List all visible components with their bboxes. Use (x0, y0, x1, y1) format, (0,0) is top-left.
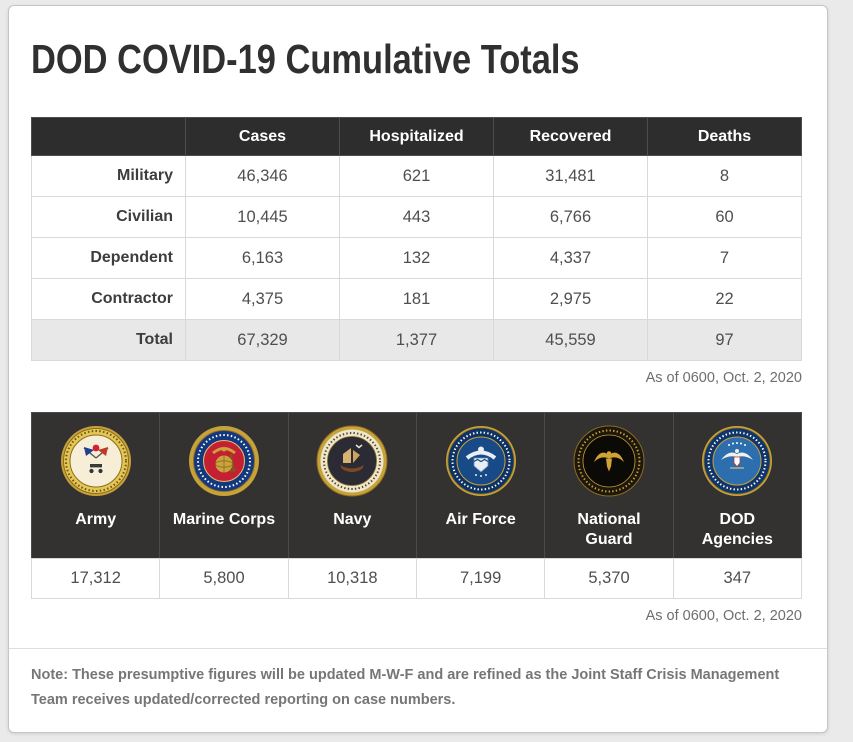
branch-label: DOD Agencies (701, 511, 773, 548)
table-cell: 67,329 (186, 320, 340, 361)
branch-label: Navy (333, 511, 372, 528)
table-row-military (32, 156, 802, 197)
air-force-seal-icon (445, 425, 517, 497)
table-row-dependent (32, 238, 802, 279)
branch-value-dod-agencies: 347 (673, 559, 801, 599)
branch-label: Air Force (445, 511, 516, 528)
table-cell: 621 (340, 156, 494, 197)
table-cell: 4,375 (186, 279, 340, 320)
table-cell: 46,346 (186, 156, 340, 197)
table-cell: 1,377 (340, 320, 494, 361)
branch-label: National Guard (577, 511, 641, 548)
branch-value-navy: 10,318 (288, 559, 416, 599)
table-row-total (32, 320, 802, 361)
summary-as-of-label: As of 0600, Oct. 2, 2020 (645, 370, 802, 386)
row-label: Contractor (32, 279, 186, 320)
table-cell: 45,559 (494, 320, 648, 361)
table-cell: 60 (648, 197, 802, 238)
row-label: Total (32, 320, 186, 361)
branch-header-national-guard (545, 413, 673, 559)
table-cell: 31,481 (494, 156, 648, 197)
table-cell: 6,766 (494, 197, 648, 238)
branch-header-dod-agencies (673, 413, 801, 559)
table-cell: 443 (340, 197, 494, 238)
branch-value-marine-corps: 5,800 (160, 559, 288, 599)
table-cell: 10,445 (186, 197, 340, 238)
summary-header-deaths: Deaths (648, 118, 802, 156)
branch-label: Army (75, 511, 117, 528)
branch-value-air-force: 7,199 (416, 559, 544, 599)
table-row-contractor (32, 279, 802, 320)
table-row-civilian (32, 197, 802, 238)
marine-corps-seal-icon (188, 425, 260, 497)
army-seal-icon (60, 425, 132, 497)
branch-as-of-label: As of 0600, Oct. 2, 2020 (645, 608, 802, 624)
table-cell: 181 (340, 279, 494, 320)
content-card (8, 5, 828, 733)
branch-label: Marine Corps (172, 511, 276, 528)
table-cell: 7 (648, 238, 802, 279)
summary-table (31, 117, 802, 361)
note-text: Note: These presumptive figures will be updated M-W-F and are refined as the Joint Staff Crisis Management Team receives updated/corrected reporting on case numbers. (31, 667, 780, 708)
national-guard-seal-icon (573, 425, 645, 497)
branch-header-row (32, 413, 802, 559)
summary-header-row (32, 118, 802, 156)
row-label: Civilian (32, 197, 186, 238)
navy-seal-icon (316, 425, 388, 497)
summary-header-hospitalized: Hospitalized (340, 118, 494, 156)
row-label: Dependent (32, 238, 186, 279)
branch-header-army (32, 413, 160, 559)
summary-header-empty-cell (32, 118, 186, 156)
table-cell: 132 (340, 238, 494, 279)
divider (9, 648, 827, 649)
table-cell: 8 (648, 156, 802, 197)
table-cell: 6,163 (186, 238, 340, 279)
dod-agencies-seal-icon (701, 425, 773, 497)
table-cell: 2,975 (494, 279, 648, 320)
summary-header-recovered: Recovered (494, 118, 648, 156)
branch-header-air-force (416, 413, 544, 559)
table-cell: 4,337 (494, 238, 648, 279)
table-cell: 97 (648, 320, 802, 361)
page-title: DOD COVID-19 Cumulative Totals (31, 36, 580, 82)
summary-header-cases: Cases (186, 118, 340, 156)
row-label: Military (32, 156, 186, 197)
branch-value-national-guard: 5,370 (545, 559, 673, 599)
branch-value-army: 17,312 (32, 559, 160, 599)
branch-header-marine-corps (160, 413, 288, 559)
table-cell: 22 (648, 279, 802, 320)
branch-header-navy (288, 413, 416, 559)
branch-values-row (32, 559, 802, 599)
branch-table (31, 412, 802, 599)
